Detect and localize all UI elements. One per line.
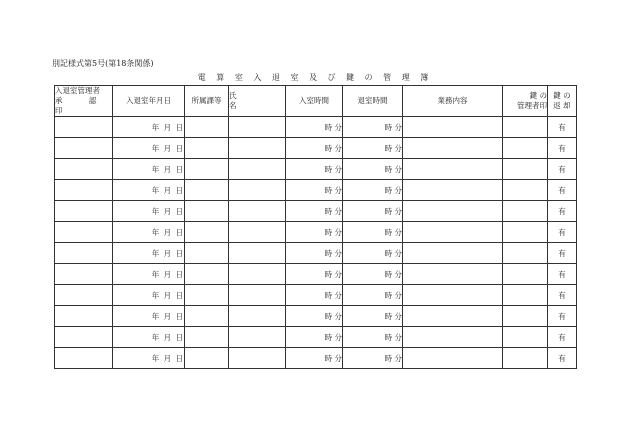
approver-seal-cell (55, 117, 113, 138)
table-row (55, 264, 577, 285)
header-key-manager-seal (503, 86, 548, 117)
task-cell (403, 243, 503, 264)
register-table (54, 85, 577, 369)
exit-time-cell: 時 分 (343, 327, 403, 348)
task-cell (403, 117, 503, 138)
name-cell (229, 138, 286, 159)
header-approver-line2: 承 認 印 (55, 96, 109, 115)
key-manager-seal-cell (503, 348, 548, 369)
department-cell (185, 285, 229, 306)
key-manager-seal-cell (503, 117, 548, 138)
department-cell (185, 222, 229, 243)
key-return-cell: 有 (548, 117, 577, 138)
header-entry-time: 入室時間 (286, 86, 343, 117)
approver-seal-cell (55, 180, 113, 201)
task-cell (403, 159, 503, 180)
exit-time-cell: 時 分 (343, 201, 403, 222)
department-cell (185, 306, 229, 327)
key-manager-seal-cell (503, 285, 548, 306)
document-title: 電 算 室 入 退 室 及 び 鍵 の 管 理 簿 (197, 73, 433, 82)
key-manager-seal-cell (503, 327, 548, 348)
key-manager-seal-cell (503, 264, 548, 285)
department-cell (185, 180, 229, 201)
key-manager-seal-cell (503, 306, 548, 327)
exit-time-cell: 時 分 (343, 159, 403, 180)
department-cell (185, 348, 229, 369)
key-manager-seal-cell (503, 243, 548, 264)
approver-seal-cell (55, 138, 113, 159)
exit-time-cell: 時 分 (343, 243, 403, 264)
task-cell (403, 285, 503, 306)
department-cell (185, 243, 229, 264)
name-cell (229, 306, 286, 327)
task-cell (403, 201, 503, 222)
name-cell (229, 117, 286, 138)
table-row (55, 138, 577, 159)
name-cell (229, 348, 286, 369)
header-department: 所属課等 (185, 86, 229, 117)
date-cell: 年 月 日 (113, 264, 185, 285)
name-cell (229, 264, 286, 285)
table-row (55, 201, 577, 222)
entry-time-cell: 時 分 (286, 201, 343, 222)
department-cell (185, 327, 229, 348)
entry-time-cell: 時 分 (286, 138, 343, 159)
key-return-cell: 有 (548, 180, 577, 201)
header-name-label: 氏 名 (229, 91, 271, 110)
table-row (55, 243, 577, 264)
key-manager-seal-cell (503, 222, 548, 243)
entry-time-cell: 時 分 (286, 327, 343, 348)
approver-seal-cell (55, 348, 113, 369)
entry-time-cell: 時 分 (286, 180, 343, 201)
date-cell: 年 月 日 (113, 327, 185, 348)
header-approver-line1: 入退室管理者 (55, 86, 100, 95)
key-return-cell: 有 (548, 327, 577, 348)
header-approver-seal (55, 86, 113, 117)
table-row (55, 180, 577, 201)
name-cell (229, 180, 286, 201)
task-cell (403, 222, 503, 243)
date-cell: 年 月 日 (113, 180, 185, 201)
department-cell (185, 117, 229, 138)
approver-seal-cell (55, 243, 113, 264)
header-key-return (548, 86, 577, 117)
entry-time-cell: 時 分 (286, 264, 343, 285)
exit-time-cell: 時 分 (343, 285, 403, 306)
header-key-return-line2: 返 却 (553, 101, 571, 110)
entry-time-cell: 時 分 (286, 159, 343, 180)
table-row (55, 348, 577, 369)
key-return-cell: 有 (548, 138, 577, 159)
department-cell (185, 138, 229, 159)
key-return-cell: 有 (548, 348, 577, 369)
approver-seal-cell (55, 306, 113, 327)
approver-seal-cell (55, 201, 113, 222)
key-return-cell: 有 (548, 243, 577, 264)
table-row (55, 285, 577, 306)
approver-seal-cell (55, 264, 113, 285)
approver-seal-cell (55, 285, 113, 306)
header-key-mgr-line2: 管理者印 (517, 101, 547, 110)
header-key-return-line1: 鍵 の (553, 91, 571, 100)
approver-seal-cell (55, 327, 113, 348)
key-return-cell: 有 (548, 285, 577, 306)
approver-seal-cell (55, 159, 113, 180)
key-manager-seal-cell (503, 201, 548, 222)
exit-time-cell: 時 分 (343, 306, 403, 327)
entry-time-cell: 時 分 (286, 306, 343, 327)
entry-time-cell: 時 分 (286, 285, 343, 306)
department-cell (185, 264, 229, 285)
key-return-cell: 有 (548, 222, 577, 243)
table-row (55, 159, 577, 180)
exit-time-cell: 時 分 (343, 117, 403, 138)
department-cell (185, 201, 229, 222)
date-cell: 年 月 日 (113, 285, 185, 306)
register-body (55, 117, 577, 369)
key-manager-seal-cell (503, 138, 548, 159)
key-return-cell: 有 (548, 264, 577, 285)
entry-time-cell: 時 分 (286, 222, 343, 243)
header-key-mgr-line1: 鍵 の (529, 91, 547, 100)
header-exit-time: 退室時間 (343, 86, 403, 117)
exit-time-cell: 時 分 (343, 222, 403, 243)
date-cell: 年 月 日 (113, 222, 185, 243)
name-cell (229, 201, 286, 222)
name-cell (229, 222, 286, 243)
entry-time-cell: 時 分 (286, 117, 343, 138)
date-cell: 年 月 日 (113, 159, 185, 180)
name-cell (229, 243, 286, 264)
name-cell (229, 327, 286, 348)
task-cell (403, 264, 503, 285)
name-cell (229, 159, 286, 180)
exit-time-cell: 時 分 (343, 264, 403, 285)
table-row (55, 117, 577, 138)
task-cell (403, 138, 503, 159)
date-cell: 年 月 日 (113, 138, 185, 159)
exit-time-cell: 時 分 (343, 348, 403, 369)
key-return-cell: 有 (548, 159, 577, 180)
key-return-cell: 有 (548, 306, 577, 327)
task-cell (403, 348, 503, 369)
exit-time-cell: 時 分 (343, 180, 403, 201)
entry-time-cell: 時 分 (286, 348, 343, 369)
form-identifier: 別記様式第5号(第18条関係) (52, 59, 154, 68)
key-manager-seal-cell (503, 180, 548, 201)
key-return-cell: 有 (548, 201, 577, 222)
task-cell (403, 327, 503, 348)
header-name (229, 86, 286, 117)
name-cell (229, 285, 286, 306)
date-cell: 年 月 日 (113, 201, 185, 222)
task-cell (403, 180, 503, 201)
table-row (55, 327, 577, 348)
exit-time-cell: 時 分 (343, 138, 403, 159)
department-cell (185, 159, 229, 180)
task-cell (403, 306, 503, 327)
header-row (55, 86, 577, 117)
key-manager-seal-cell (503, 159, 548, 180)
header-date: 入退室年月日 (113, 86, 185, 117)
header-task: 業務内容 (403, 86, 503, 117)
date-cell: 年 月 日 (113, 306, 185, 327)
entry-time-cell: 時 分 (286, 243, 343, 264)
table-row (55, 306, 577, 327)
date-cell: 年 月 日 (113, 117, 185, 138)
table-row (55, 222, 577, 243)
date-cell: 年 月 日 (113, 348, 185, 369)
approver-seal-cell (55, 222, 113, 243)
date-cell: 年 月 日 (113, 243, 185, 264)
